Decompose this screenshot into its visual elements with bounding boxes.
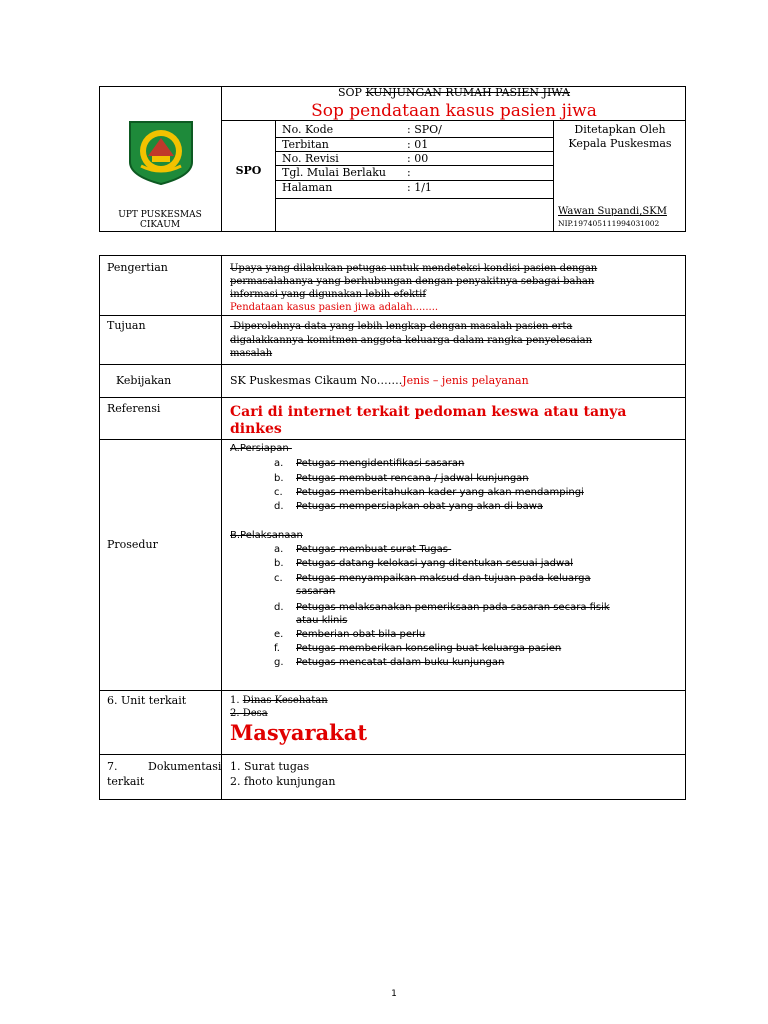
- ditetapkan-line2: Kepala Puskesmas: [568, 137, 672, 150]
- label-dokumentasi: Dokumentasi: [148, 760, 222, 773]
- pengertian-line-3: informasi yang digunakan lebih efektif: [230, 289, 427, 300]
- unit-item-1-text: Dinas Kesehatan: [242, 695, 328, 706]
- sop-title: SOP KUNJUNGAN RUMAH PASIEN JIWA: [337, 86, 571, 99]
- label-kebijakan: Kebijakan: [116, 374, 172, 387]
- unit-item-1: [230, 694, 328, 707]
- list-item: c. Petugas memberitahukan kader yang akan mendampingi: [274, 487, 584, 498]
- list-item: a. Petugas mengidentifikasi sasaran: [274, 458, 465, 469]
- unit-item-2: 2. Desa: [230, 708, 268, 719]
- list-item-continuation: atau klinis: [296, 615, 348, 626]
- field-value-kode: : SPO/: [407, 123, 442, 136]
- dok-item-2: 2. fhoto kunjungan: [230, 775, 336, 788]
- signer-nip: NIP.197405111994031002: [558, 219, 660, 228]
- list-item: b. Petugas datang kelokasi yang ditentukan sesuai jadwal: [274, 558, 574, 569]
- field-label-revisi: No. Revisi: [282, 152, 339, 165]
- unit-item-1-num: 1.: [230, 695, 240, 706]
- puskesmas-logo: [126, 118, 196, 186]
- sop-title-red: Sop pendataan kasus pasien jiwa: [311, 101, 597, 121]
- prosedur-section-b: B.Pelaksanaan: [230, 530, 303, 541]
- kebijakan-value: [230, 374, 529, 388]
- field-label-tgl: Tgl. Mulai Berlaku: [282, 166, 387, 179]
- signer-name: Wawan Supandi,SKM: [558, 206, 667, 217]
- org-name-line1: UPT PUSKESMAS: [118, 210, 202, 220]
- field-value-terbitan: : 01: [407, 138, 429, 151]
- org-name-line2: CIKAUM: [139, 220, 181, 230]
- label-dokumentasi-terkait: terkait: [107, 775, 145, 788]
- spo-label: SPO: [235, 164, 262, 177]
- label-pengertian: Pengertian: [107, 261, 168, 274]
- list-item: b. Petugas membuat rencana / jadwal kunjungan: [274, 473, 529, 484]
- list-item-continuation: sasaran: [296, 586, 336, 597]
- referensi-line-2: dinkes: [230, 421, 282, 437]
- list-item: c. Petugas menyampaikan maksud dan tujuan pada keluarga: [274, 573, 591, 584]
- list-item: d. Petugas melaksanakan pemeriksaan pada sasaran secara fisik: [274, 602, 610, 613]
- tujuan-line-2: digalakkannya komitmen anggota keluarga dalam rangka penyelesaian: [230, 335, 593, 346]
- field-label-halaman: Halaman: [282, 181, 333, 194]
- dok-item-1: 1. Surat tugas: [230, 760, 310, 773]
- kebijakan-red: Jenis – jenis pelayanan: [402, 374, 529, 387]
- pengertian-line-1: Upaya yang dilakukan petugas untuk mendeteksi kondisi pasien dengan: [230, 263, 598, 274]
- field-label-kode: No. Kode: [282, 123, 334, 136]
- field-value-tgl: :: [407, 166, 411, 179]
- pengertian-line-2: permasalahanya yang berhubungan dengan penyakitnya sebagai bahan: [230, 276, 595, 287]
- list-item: f. Petugas memberikan konseling buat keluarga pasien: [274, 643, 562, 654]
- list-item: e. Pemberian obat bila perlu: [274, 629, 426, 640]
- list-item: a. Petugas membuat surat Tugas: [274, 544, 452, 555]
- label-prosedur: Prosedur: [107, 538, 158, 551]
- pengertian-red-line: Pendataan kasus pasien jiwa adalah........: [230, 302, 439, 313]
- referensi-line-1: Cari di internet terkait pedoman keswa atau tanya: [230, 404, 627, 420]
- prosedur-section-a: A.Persiapan: [230, 443, 292, 454]
- label-dokumentasi-num: 7.: [107, 760, 118, 773]
- list-item: g. Petugas mencatat dalam buku kunjungan: [274, 657, 505, 668]
- unit-red-masyarakat: Masyarakat: [230, 720, 368, 745]
- label-unit-terkait: 6. Unit terkait: [107, 694, 187, 707]
- field-label-terbitan: Terbitan: [282, 138, 329, 151]
- tujuan-line-1: Diperolehnya data yang lebih lengkap dengan masalah pasien erta: [230, 321, 573, 332]
- field-value-revisi: : 00: [407, 152, 429, 165]
- kebijakan-text: SK Puskesmas Cikaum No…….: [230, 374, 403, 387]
- tujuan-line-3: masalah: [230, 348, 273, 359]
- list-item: d. Petugas mempersiapkan obat yang akan di bawa: [274, 501, 543, 512]
- label-referensi: Referensi: [107, 402, 161, 415]
- field-value-halaman: : 1/1: [407, 181, 432, 194]
- page-number: 1: [391, 989, 397, 999]
- label-tujuan: Tujuan: [107, 319, 146, 332]
- ditetapkan-line1: Ditetapkan Oleh: [574, 123, 666, 136]
